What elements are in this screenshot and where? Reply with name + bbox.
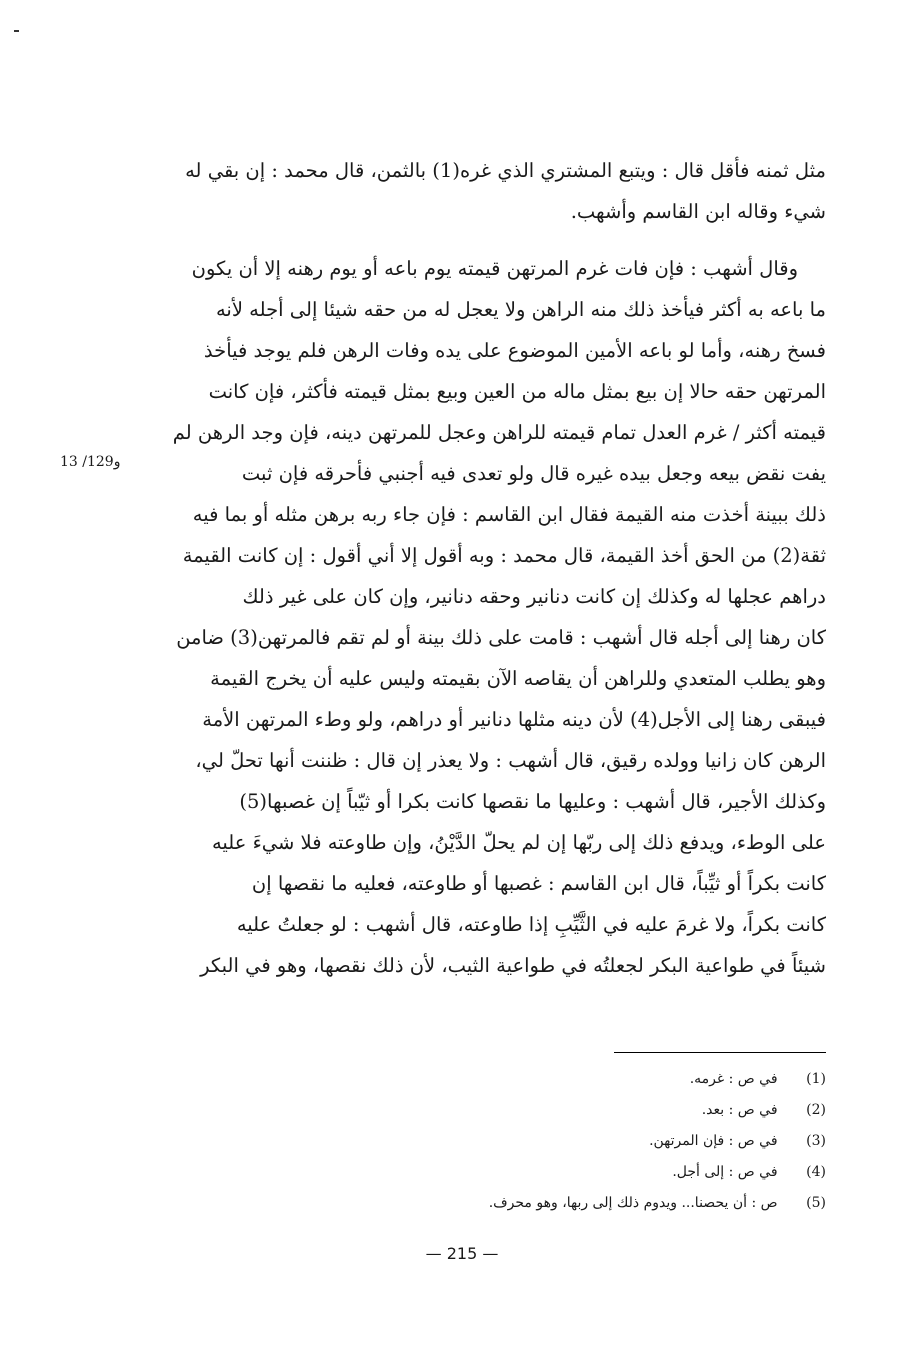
text-line: ثقة(2) من الحق أخذ القيمة، قال محمد : وبه أقول إلا أني أقول : إن كانت القيمة [182, 544, 826, 567]
footnote-text: في ص : فإن المرتهن. [649, 1133, 778, 1149]
text-line: وهو يطلب المتعدي وللراهن أن يقاصه الآن بقيمته وليس عليه أن يخرج القيمة [210, 667, 826, 690]
text-line: شيء وقاله ابن القاسم وأشهب. [570, 200, 826, 223]
footnote-separator [614, 1052, 826, 1053]
scan-mark [14, 30, 19, 32]
footnote-item [306, 1064, 826, 1095]
text-line: على الوطء، ويدفع ذلك إلى ربّها إن لم يحلّ الدَّيْنُ، وإن طاوعته فلا شيءَ عليه [211, 831, 826, 854]
footnote-number: (4) [806, 1164, 826, 1180]
manuscript-folio-note: 13 /129و [60, 454, 121, 470]
text-line: شيئاً في طواعية البكر لجعلتُه في طواعية الثيب، لأن ذلك نقصها، وهو في البكر [200, 954, 826, 977]
footnote-text: في ص : غرمه. [689, 1071, 778, 1087]
text-line: وكذلك الأجير، قال أشهب : وعليها ما نقصها كانت بكرا أو ثيّباً إن غصبها(5) [239, 790, 826, 813]
text-line: فيبقى رهنا إلى الأجل(4) لأن دينه مثلها دنانير أو دراهم، ولو وطء المرتهن الأمة [202, 708, 826, 731]
paragraph-1 [160, 150, 826, 232]
text-line: كانت بكراً أو ثيِّباً، قال ابن القاسم : غصبها أو طاوعته، فعليه ما نقصها إن [251, 872, 826, 895]
footnote-number: (3) [806, 1133, 826, 1149]
footnote-item [306, 1188, 826, 1219]
text-line: المرتهن حقه حالا إن بيع بمثل ماله من العين وبيع بمثل قيمته فأكثر، فإن كانت [208, 380, 826, 403]
paragraph-2 [160, 248, 826, 986]
text-line: يفت نقض بيعه وجعل بيده غيره قال ولو تعدى فيه أجنبي فأحرقه فإن ثبت [241, 462, 826, 485]
text-line: مثل ثمنه فأقل قال : ويتبع المشتري الذي غره(1) بالثمن، قال محمد : إن بقي له [185, 159, 826, 182]
footnote-text: في ص : بعد. [701, 1102, 778, 1118]
text-line: الرهن كان زانيا وولده رقيق، قال أشهب : ولا يعذر إن قال : ظننت أنها تحلّ لي، [195, 749, 826, 772]
text-line: ذلك ببينة أخذت منه القيمة فقال ابن القاسم : فإن جاء ربه برهن مثله أو بما فيه [192, 503, 826, 526]
text-line: دراهم عجلها له وكذلك إن كانت دنانير وحقه دنانير، وإن كان على غير ذلك [242, 585, 826, 608]
footnote-item [306, 1095, 826, 1126]
text-line: وقال أشهب : فإن فات غرم المرتهن قيمته يوم باعه أو يوم رهنه إلا أن يكون [191, 257, 798, 280]
page-number: — 215 — [425, 1244, 499, 1263]
footnote-number: (1) [806, 1071, 826, 1087]
footnote-number: (5) [806, 1195, 826, 1211]
footnote-text: في ص : إلى أجل. [672, 1164, 778, 1180]
footnote-item [306, 1157, 826, 1188]
text-line: كانت بكراً، ولا غرمَ عليه في الثَّيِّبِ إذا طاوعته، قال أشهب : لو جعلتُ عليه [236, 913, 826, 936]
text-line: كان رهنا إلى أجله قال أشهب : قامت على ذلك بينة أو لم تقم فالمرتهن(3) ضامن [176, 626, 826, 649]
footnote-number: (2) [806, 1102, 826, 1118]
footnotes [306, 1064, 826, 1219]
text-line: فسخ رهنه، وأما لو باعه الأمين الموضوع على يده وفات الرهن فلم يوجد فيأخذ [203, 339, 826, 362]
footnote-text: ص : أن يحصنا... ويدوم ذلك إلى ربها، وهو محرف. [488, 1195, 778, 1211]
footnote-item [306, 1126, 826, 1157]
text-line: قيمته أكثر / غرم العدل تمام قيمته للراهن وعجل للمرتهن دينه، فإن وجد الرهن لم [172, 421, 826, 444]
text-line: ما باعه به أكثر فيأخذ ذلك منه الراهن ولا يعجل له من حقه شيئا إلى أجله لأنه [215, 298, 826, 321]
